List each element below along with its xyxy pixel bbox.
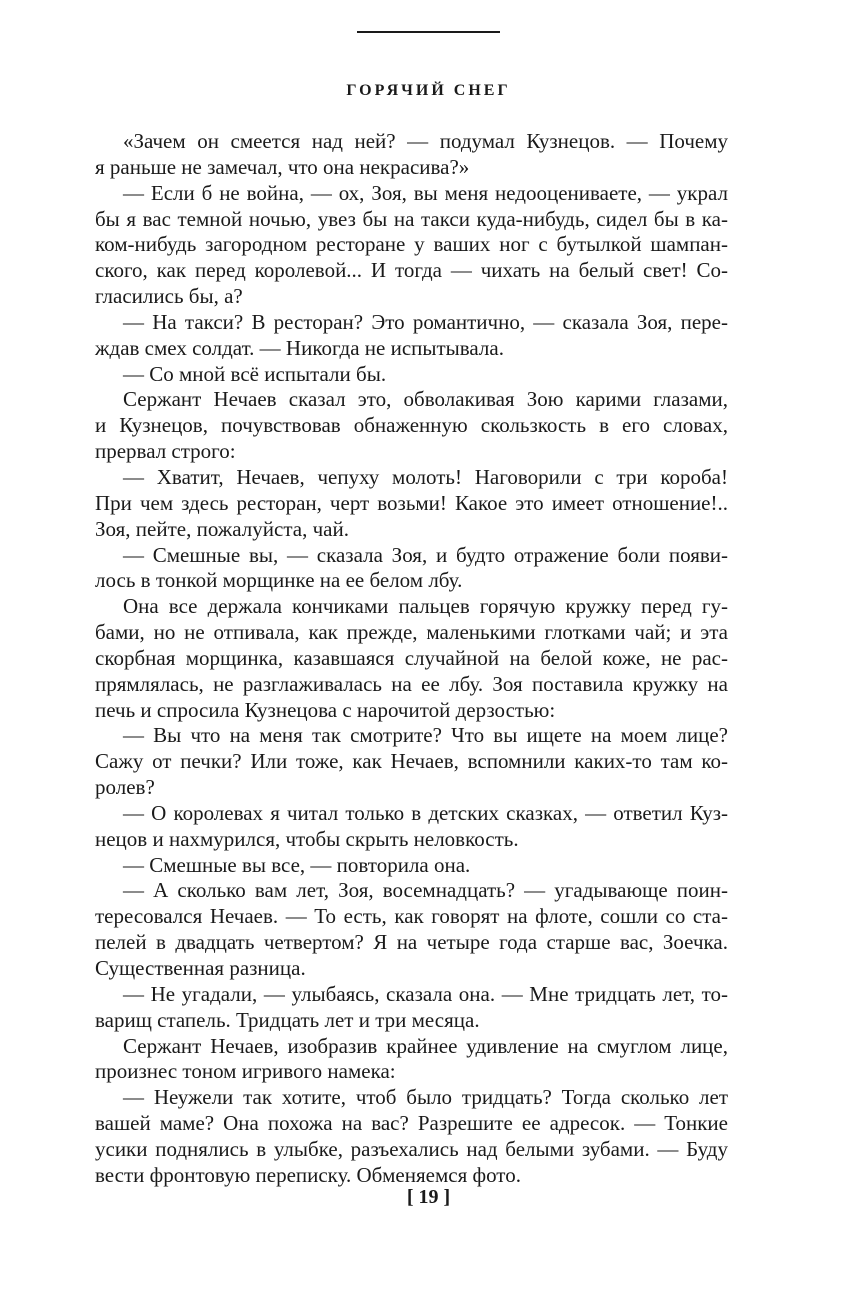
header-rule xyxy=(357,31,500,33)
text-line: Сержант Нечаев сказал это, обволакивая Зою карими глазами, xyxy=(123,387,728,412)
text-line: усики поднялись в улыбке, разъехались над белыми зубами. — Буду xyxy=(95,1136,728,1161)
text-line: прервал строго: xyxy=(95,439,236,464)
text-line: — Вы что на меня так смотрите? Что вы ищете на моем лице? xyxy=(123,723,728,748)
text-line: ролев? xyxy=(95,775,155,800)
text-line: ком-нибудь загородном ресторане у ваших ног с бутылкой шампан- xyxy=(95,232,728,257)
text-line: нецов и нахмурился, чтобы скрыть неловкость. xyxy=(95,826,519,851)
text-line: Сержант Нечаев, изобразив крайнее удивление на смуглом лице, xyxy=(123,1033,728,1058)
text-line: и Кузнецов, почувствовав обнаженную скользкость в его словах, xyxy=(95,413,728,438)
text-line: Зоя, пейте, пожалуйста, чай. xyxy=(95,516,349,541)
book-title: ГОРЯЧИЙ СНЕГ xyxy=(346,82,511,99)
text-line: Она все держала кончиками пальцев горячую кружку перед гу- xyxy=(123,594,728,619)
text-line: прямлялась, не разглаживалась на ее лбу. Зоя поставила кружку на xyxy=(95,671,728,696)
text-line: — Смешные вы, — сказала Зоя, и будто отражение боли появи- xyxy=(123,542,728,567)
text-line: ского, как перед королевой... И тогда — чихать на белый свет! Со- xyxy=(95,258,728,283)
text-line: «Зачем он смеется над ней? — подумал Кузнецов. — Почему xyxy=(123,129,728,153)
text-line: — Если б не война, — ох, Зоя, вы меня недооцениваете, — украл xyxy=(123,180,728,205)
text-line: бы я вас темной ночью, увез бы на такси куда-нибудь, сидел бы в ка- xyxy=(95,206,728,231)
text-line: Существенная разница. xyxy=(95,956,306,980)
text-line: — На такси? В ресторан? Это романтично, — сказала Зоя, пере- xyxy=(123,309,728,334)
text-line: — Смешные вы все, — повторила она. xyxy=(123,852,471,877)
text-line: вести фронтовую переписку. Обменяемся фото. xyxy=(95,1162,521,1187)
text-line: тересовался Нечаев. — То есть, как говорят на флоте, сошли со ста- xyxy=(95,904,728,929)
text-line: лось в тонкой морщинке на ее белом лбу. xyxy=(95,568,463,593)
body-text xyxy=(95,129,728,1189)
text-line: — Неужели так хотите, чтоб было тридцать? Тогда сколько лет xyxy=(123,1085,728,1110)
text-line: Сажу от печки? Или тоже, как Нечаев, вспомнили каких-то там ко- xyxy=(95,749,728,774)
text-line: пелей в двадцать четвертом? Я на четыре года старше вас, Зоечка. xyxy=(95,930,728,955)
text-line: — О королевах я читал только в детских сказках, — ответил Куз- xyxy=(123,800,728,825)
text-line: — Хватит, Нечаев, чепуху молоть! Наговорили с три короба! xyxy=(123,464,728,489)
text-line: бами, но не отпивала, как прежде, маленькими глотками чай; и эта xyxy=(95,620,728,645)
text-line: — А сколько вам лет, Зоя, восемнадцать? — угадывающе поин- xyxy=(123,878,728,903)
text-line: ждав смех солдат. — Никогда не испытывала. xyxy=(95,335,504,360)
text-line: скорбная морщинка, казавшаяся случайной на белой коже, не рас- xyxy=(95,645,728,670)
text-line: вашей маме? Она похожа на вас? Разрешите ее адресок. — Тонкие xyxy=(95,1111,728,1136)
running-header xyxy=(0,82,857,100)
text-line: я раньше не замечал, что она некрасива?» xyxy=(95,154,470,179)
text-line: При чем здесь ресторан, черт возьми! Какое это имеет отношение!.. xyxy=(95,490,728,515)
text-line: произнес тоном игривого намека: xyxy=(95,1059,396,1084)
page-number: [ 19 ] xyxy=(406,1186,451,1208)
text-line: печь и спросила Кузнецова с нарочитой дерзостью: xyxy=(95,697,556,722)
text-line: — Не угадали, — улыбаясь, сказала она. — Мне тридцать лет, то- xyxy=(123,981,728,1006)
text-line: — Со мной всё испытали бы. xyxy=(123,361,387,386)
text-line: гласились бы, а? xyxy=(95,284,243,309)
text-line: варищ стапель. Тридцать лет и три месяца. xyxy=(95,1007,480,1032)
